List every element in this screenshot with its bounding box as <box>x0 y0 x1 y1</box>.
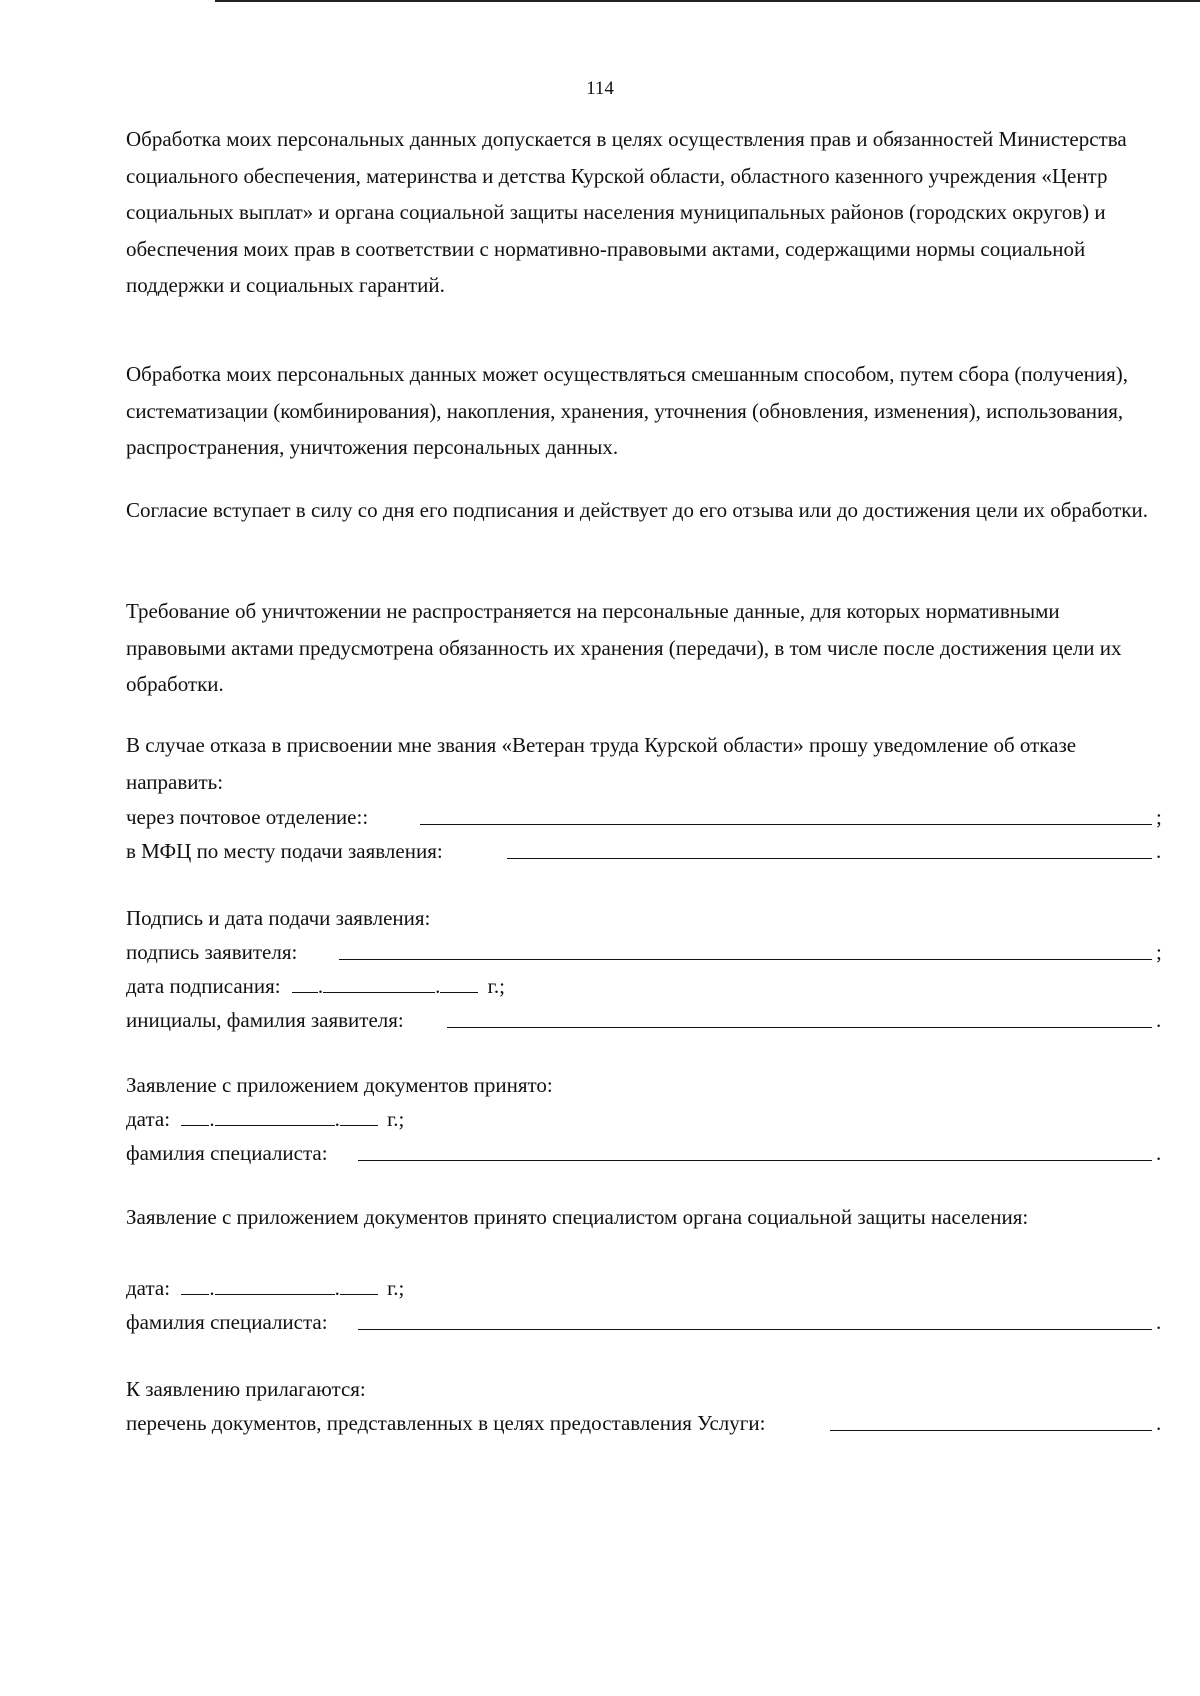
social-date-row <box>126 1270 1150 1306</box>
post-office-field[interactable] <box>420 824 1152 825</box>
date-dot: . <box>435 974 441 998</box>
social-date-day-field[interactable] <box>181 1276 209 1295</box>
accepted-specialist-label: фамилия специалиста: <box>126 1141 328 1165</box>
top-border-line <box>215 0 1200 2</box>
social-date-year-suffix: г.; <box>387 1276 405 1300</box>
social-date-year-field[interactable] <box>340 1276 378 1295</box>
signing-date-year-suffix: г.; <box>487 974 505 998</box>
accepted-date-day-field[interactable] <box>181 1107 209 1126</box>
page-number: 114 <box>586 78 614 99</box>
social-specialist-row <box>126 1304 1162 1340</box>
attachments-heading: К заявлению прилагаются: <box>126 1377 366 1401</box>
social-specialist-field[interactable] <box>358 1329 1152 1330</box>
signing-date-row <box>126 968 1150 1004</box>
applicant-name-label: инициалы, фамилия заявителя: <box>126 1008 404 1032</box>
social-protection-heading: Заявление с приложением документов принято специалистом органа социальной защиты населения: <box>126 1205 1029 1229</box>
date-dot: . <box>334 1107 340 1131</box>
accepted-specialist-end: . <box>1156 1141 1162 1165</box>
signing-date-month-field[interactable] <box>323 974 435 993</box>
accepted-specialist-row <box>126 1135 1162 1171</box>
date-dot: . <box>209 1107 215 1131</box>
refusal-notice-text: В случае отказа в присвоении мне звания «Ветеран труда Курской области» прошу уведомление об отказе направить: <box>126 733 1077 794</box>
accepted-date-year-field[interactable] <box>340 1107 378 1126</box>
accepted-date-month-field[interactable] <box>215 1107 335 1126</box>
signing-date-label: дата подписания: <box>126 974 281 998</box>
social-date-month-field[interactable] <box>215 1276 335 1295</box>
date-dot: . <box>334 1276 340 1300</box>
social-specialist-label: фамилия специалиста: <box>126 1310 328 1334</box>
signature-row <box>126 934 1162 970</box>
accepted-heading: Заявление с приложением документов принято: <box>126 1073 553 1097</box>
date-dot: . <box>317 974 324 998</box>
paragraph-processing-method: Обработка моих персональных данных может осуществляться смешанным способом, путем сбора (получения), систематизации (комбинирования), накопления, хранения, уточнения (обновления, изменения), использования, распространения, уничтожения персональных данных. <box>126 362 1129 459</box>
applicant-name-field[interactable] <box>447 1027 1152 1028</box>
attachments-row <box>126 1405 1162 1441</box>
paragraph-processing-purpose: Обработка моих персональных данных допускается в целях осуществления прав и обязанностей Министерства социального обеспечения, материнства и детства Курской области, областного казенного учреждения «Центр социальных выплат» и органа социальной защиты населения муниципальных районов (городских округов) и обеспечения моих прав в соответствии с нормативно-правовыми актами, содержащими нормы социальной поддержки и социальных гарантий. <box>126 127 1127 297</box>
signing-date-day-field[interactable] <box>292 974 318 993</box>
signing-date-year-field[interactable] <box>440 974 478 993</box>
date-dot: . <box>209 1276 215 1300</box>
mfc-label: в МФЦ по месту подачи заявления: <box>126 839 443 863</box>
signature-heading: Подпись и дата подачи заявления: <box>126 906 431 930</box>
post-office-end: ; <box>1156 805 1162 829</box>
post-office-label: через почтовое отделение:: <box>126 805 369 829</box>
signature-field[interactable] <box>339 959 1152 960</box>
applicant-name-row <box>126 1002 1162 1038</box>
paragraph-consent-validity: Согласие вступает в силу со дня его подписания и действует до его отзыва или до достижения цели их обработки. <box>126 498 1148 522</box>
post-office-row <box>126 799 1162 835</box>
attachments-list-label: перечень документов, представленных в целях предоставления Услуги: <box>126 1411 766 1435</box>
social-specialist-end: . <box>1156 1310 1162 1334</box>
attachments-list-field[interactable] <box>830 1430 1152 1431</box>
social-date-label: дата: <box>126 1276 171 1300</box>
accepted-date-year-suffix: г.; <box>387 1107 405 1131</box>
accepted-date-label: дата: <box>126 1107 171 1131</box>
paragraph-destruction-requirement: Требование об уничтожении не распространяется на персональные данные, для которых нормативными правовыми актами предусмотрена обязанность их хранения (передачи), в том числе после достижения цели их обработки. <box>126 599 1122 696</box>
mfc-end: . <box>1156 839 1162 863</box>
attachments-list-end: . <box>1156 1411 1162 1435</box>
signature-label: подпись заявителя: <box>126 940 298 964</box>
mfc-row <box>126 833 1162 869</box>
applicant-name-end: . <box>1156 1008 1162 1032</box>
mfc-field[interactable] <box>507 858 1152 859</box>
signature-end: ; <box>1156 940 1162 964</box>
accepted-specialist-field[interactable] <box>358 1160 1152 1161</box>
accepted-date-row <box>126 1101 1150 1137</box>
